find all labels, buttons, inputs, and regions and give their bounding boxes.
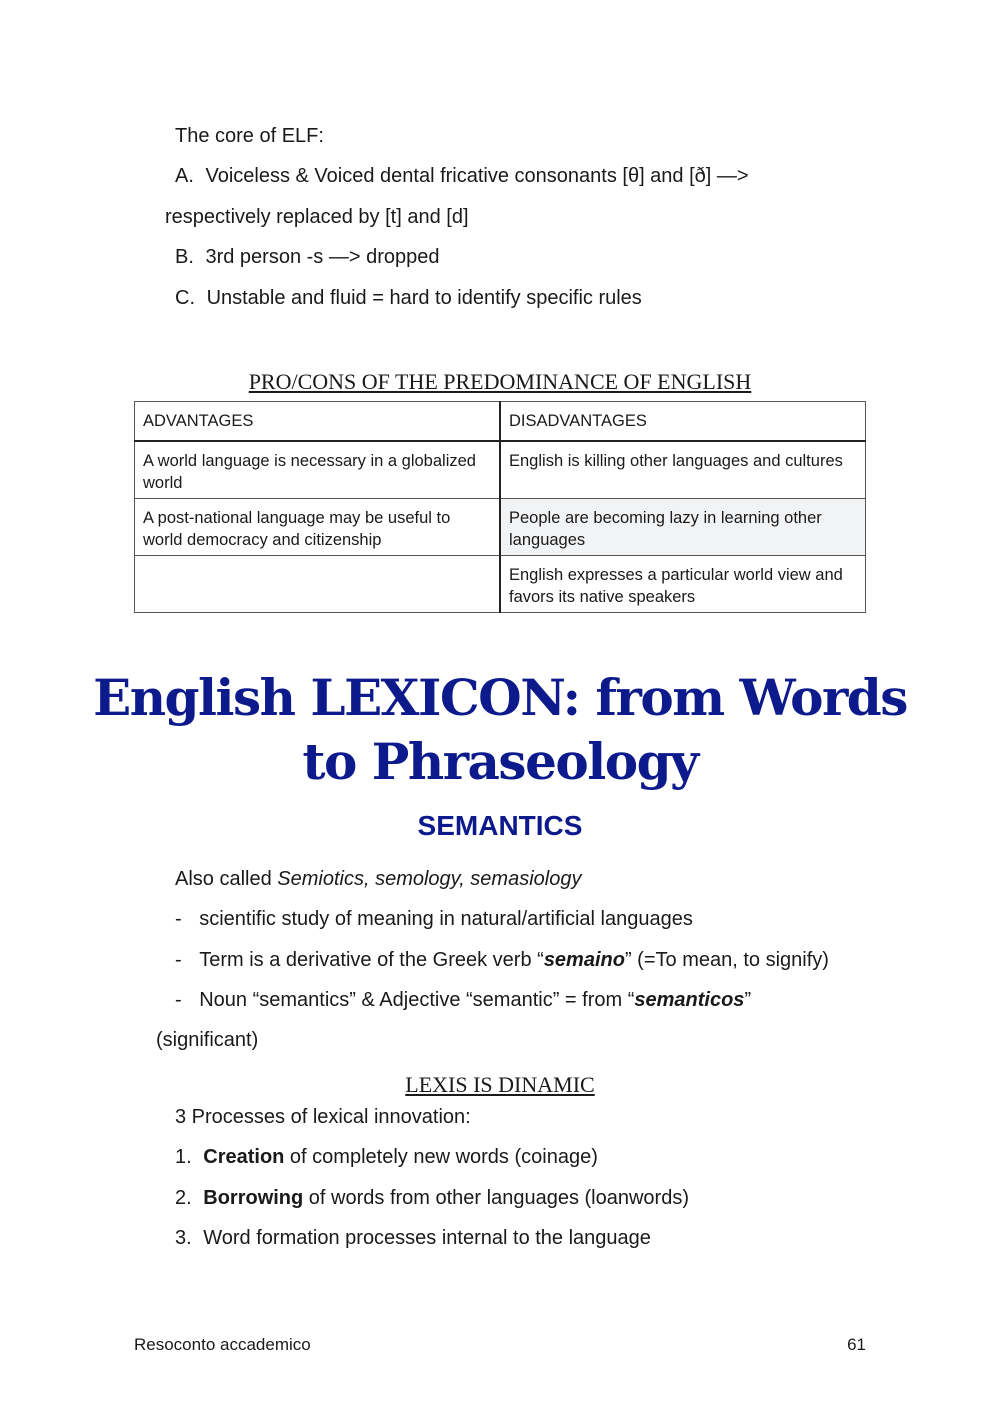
header-disadvantages: DISADVANTAGES <box>500 402 866 442</box>
list-marker: B. <box>175 246 194 268</box>
table-cell: A post-national language may be useful to world democracy and citizenship <box>135 499 501 556</box>
procons-title: PRO/CONS OF THE PREDOMINANCE OF ENGLISH <box>248 369 752 394</box>
elf-item-a-continuation: respectively replaced by [t] and [d] <box>165 206 469 228</box>
greek-term: semanticos <box>634 989 745 1011</box>
table-row <box>135 556 866 613</box>
list-number: 1. <box>175 1146 192 1168</box>
table-cell <box>135 556 501 613</box>
list-number: 3. <box>175 1227 192 1249</box>
list-text: Unstable and fluid = hard to identify specific rules <box>206 287 642 309</box>
bullet-text <box>199 989 751 1011</box>
chapter-title-line-2: to Phraseology <box>302 732 698 791</box>
table-cell: A world language is necessary in a globalized world <box>135 441 501 499</box>
bullet-text-post: ” (=To mean, to signify) <box>624 949 829 971</box>
table-cell: People are becoming lazy in learning other languages <box>500 499 866 556</box>
semantics-bullet-1 <box>175 907 693 931</box>
bullet-text <box>199 949 829 971</box>
table-cell: English is killing other languages and cultures <box>500 441 866 499</box>
dash-marker: - <box>175 949 182 971</box>
page-number: 61 <box>847 1335 866 1354</box>
list-text: 3rd person -s —> dropped <box>205 246 440 268</box>
lexis-intro: 3 Processes of lexical innovation: <box>175 1106 471 1128</box>
procons-table <box>134 401 866 613</box>
elf-item-b <box>175 245 440 269</box>
elf-item-a <box>175 164 749 188</box>
bullet-text-post: ” <box>744 989 752 1011</box>
chapter-title-line-1: English LEXICON: from Words <box>93 668 907 727</box>
bullet-text-pre: Term is a derivative of the Greek verb “ <box>199 949 544 971</box>
table-header-row <box>135 402 866 442</box>
semantics-bullet-3 <box>175 988 751 1012</box>
list-bold-term: Creation <box>203 1146 285 1168</box>
elf-intro: The core of ELF: <box>175 125 324 147</box>
dash-marker: - <box>175 908 182 930</box>
bullet-text-pre: Noun “semantics” & Adjective “semantic” = from “ <box>199 989 635 1011</box>
list-text: Voiceless & Voiced dental fricative consonants [θ] and [ð] —> <box>205 165 749 187</box>
lexis-title: LEXIS IS DINAMIC <box>405 1072 595 1097</box>
table-row <box>135 499 866 556</box>
elf-item-c <box>175 286 642 310</box>
lexis-item-1 <box>175 1145 598 1169</box>
list-text: of completely new words (coinage) <box>284 1146 598 1168</box>
footer-title: Resoconto accademico <box>134 1335 311 1354</box>
lexis-item-2 <box>175 1186 689 1210</box>
also-called-terms: Semiotics, semology, semasiology <box>277 868 582 890</box>
table-row <box>135 441 866 499</box>
list-text: Word formation processes internal to the language <box>203 1227 651 1249</box>
semantics-bullet-2 <box>175 948 829 972</box>
list-number: 2. <box>175 1187 192 1209</box>
list-marker: A. <box>175 165 194 187</box>
also-called-prefix: Also called <box>175 868 278 890</box>
also-called-line <box>175 867 581 891</box>
semantics-bullet-3-continuation: (significant) <box>156 1029 259 1051</box>
lexis-item-3 <box>175 1226 651 1250</box>
list-marker: C. <box>175 287 195 309</box>
greek-term: semaino <box>543 949 625 971</box>
list-bold-term: Borrowing <box>203 1187 304 1209</box>
list-text: of words from other languages (loanwords) <box>303 1187 689 1209</box>
header-advantages: ADVANTAGES <box>135 402 501 442</box>
semantics-heading: SEMANTICS <box>417 810 583 841</box>
dash-marker: - <box>175 989 182 1011</box>
table-cell: English expresses a particular world view and favors its native speakers <box>500 556 866 613</box>
bullet-text: scientific study of meaning in natural/artificial languages <box>199 908 693 930</box>
